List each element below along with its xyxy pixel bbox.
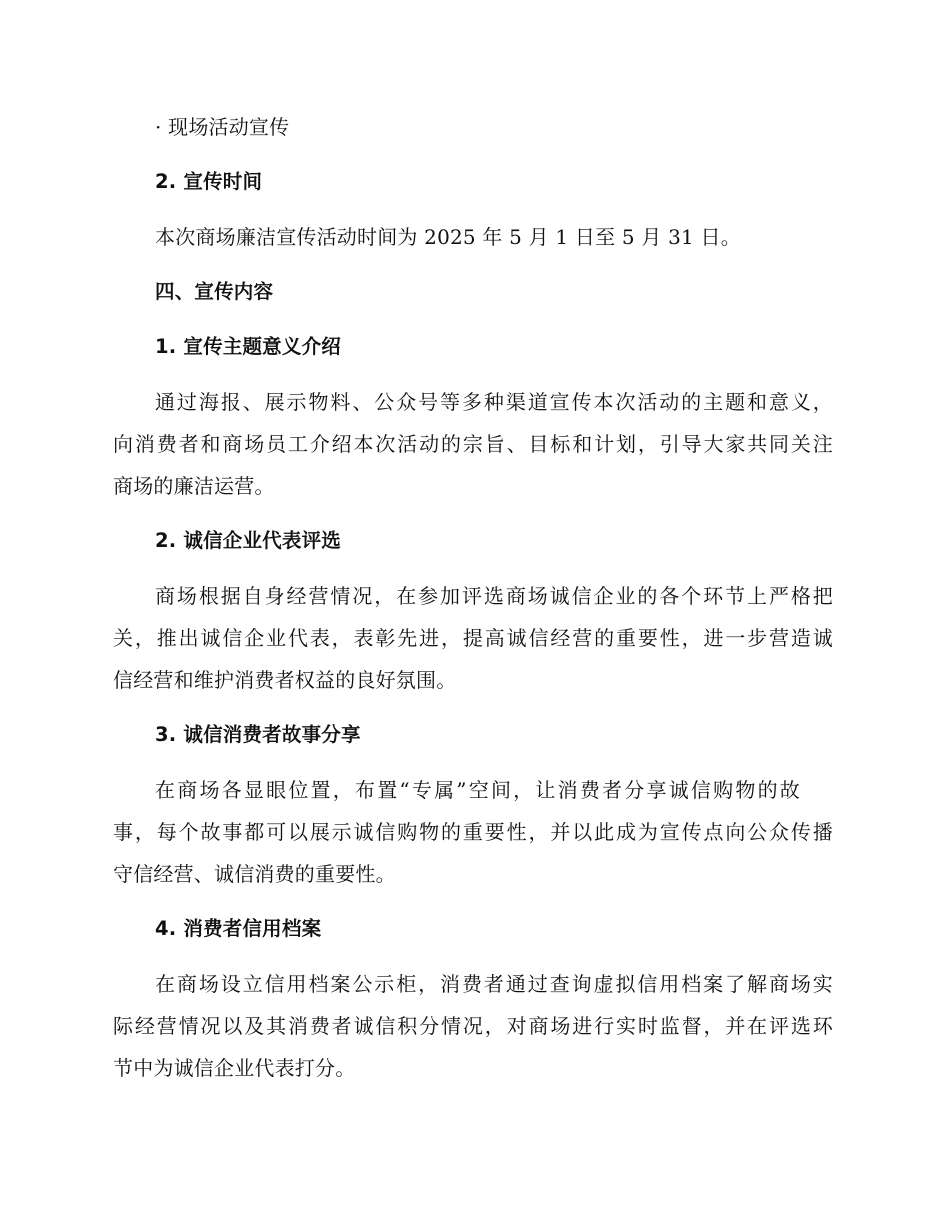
- paragraph-line: 通过海报、展示物料、公众号等多种渠道宣传本次活动的主题和意义，: [155, 390, 833, 414]
- paragraph-line: 信经营和维护消费者权益的良好氛围。: [113, 668, 457, 692]
- paragraph-line: 在商场各显眼位置，布置“专属”空间，让消费者分享诚信购物的故: [155, 778, 800, 802]
- item-heading-2: 2. 诚信企业代表评选: [155, 529, 341, 552]
- item-heading-4: 4. 消费者信用档案: [155, 917, 322, 940]
- paragraph-line: 关，推出诚信企业代表，表彰先进，提高诚信经营的重要性，进一步营造诚: [113, 626, 833, 650]
- paragraph-line: 在商场设立信用档案公示柜，消费者通过查询虚拟信用档案了解商场实: [155, 972, 833, 996]
- paragraph-line: 事，每个故事都可以展示诚信购物的重要性，并以此成为宣传点向公众传播: [113, 820, 833, 844]
- paragraph-time: 本次商场廉洁宣传活动时间为 2025 年 5 月 1 日至 5 月 31 日。: [155, 225, 741, 249]
- paragraph-line: 商场的廉洁运营。: [113, 474, 275, 498]
- paragraph-line: 节中为诚信企业代表打分。: [113, 1056, 356, 1080]
- paragraph-line: 际经营情况以及其消费者诚信积分情况，对商场进行实时监督，并在评选环: [113, 1014, 833, 1038]
- bullet-item: · 现场活动宣传: [155, 115, 290, 139]
- paragraph-line: 守信经营、诚信消费的重要性。: [113, 862, 396, 886]
- item-heading-1: 1. 宣传主题意义介绍: [155, 335, 341, 358]
- item-heading-3: 3. 诚信消费者故事分享: [155, 723, 361, 746]
- paragraph-line: 商场根据自身经营情况，在参加评选商场诚信企业的各个环节上严格把: [155, 584, 833, 608]
- section-heading-time: 2. 宣传时间: [155, 170, 263, 193]
- paragraph-line: 向消费者和商场员工介绍本次活动的宗旨、目标和计划，引导大家共同关注: [113, 432, 833, 456]
- part-heading-content: 四、宣传内容: [155, 280, 274, 303]
